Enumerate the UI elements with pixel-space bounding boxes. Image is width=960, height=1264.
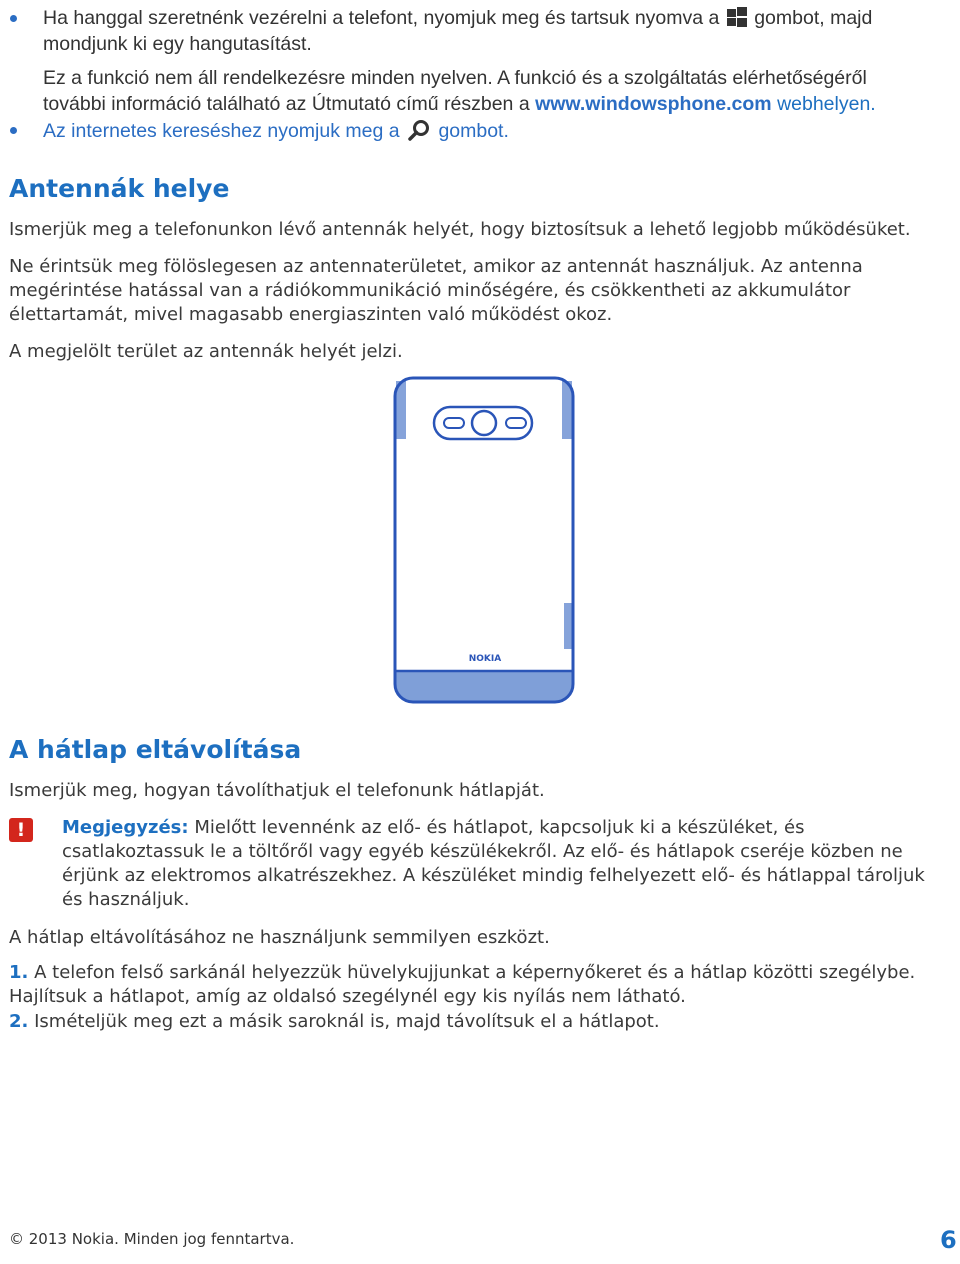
antenna-area-bottom (396, 672, 572, 701)
step-1-number: 1. (9, 962, 29, 983)
search-icon (408, 119, 430, 141)
bullet-search-text-end: gombot. (438, 120, 509, 142)
section-title-back-cover: A hátlap eltávolítása (9, 735, 302, 764)
bullet-voice-text: Ha hanggal szeretnénk vezérelni a telefont, nyomjuk meg és tartsuk nyomva a (43, 7, 720, 29)
note-line1 (62, 816, 804, 840)
bullet-search-text: Az internetes kereséshez nyomjuk meg a (43, 120, 400, 142)
bullet-dot (10, 127, 17, 134)
step-2-number: 2. (9, 1011, 29, 1032)
note-text: Mielőtt levennénk az elő- és hátlapot, kapcsoljuk ki a készüléket, és (194, 817, 805, 838)
step-1-line1 (9, 961, 915, 985)
back-cover-intro: Ismerjük meg, hogyan távolíthatjuk el telefonunk hátlapját. (9, 780, 545, 801)
bullet-dot (10, 15, 17, 22)
windows-icon (727, 7, 747, 27)
step-1-text: A telefon felső sarkánál helyezzük hüvelykujjunkat a képernyőkeret és a hátlap közötti szegélybe. (34, 962, 916, 983)
note-line2: csatlakoztassuk le a töltőről vagy egyéb készülékekről. Az elő- és hátlapok cseréje közben ne (62, 841, 903, 862)
bullet-voice (43, 6, 872, 30)
bullet-search (43, 119, 509, 143)
antenna-warning-line3: élettartamát, mivel magasabb energiaszinten való működést okoz. (9, 304, 613, 325)
phone-back-illustration (392, 375, 576, 705)
warning-icon: ! (9, 818, 33, 842)
windowsphone-link[interactable]: www.windowsphone.com (535, 93, 772, 115)
antenna-intro: Ismerjük meg a telefonunkon lévő antennák helyét, hogy biztosítsuk a lehető legjobb működésüket. (9, 219, 911, 240)
note-line4: és használjuk. (62, 889, 190, 910)
antenna-warning-line2: megérintése hatással van a rádiókommunikáció minőségére, és csökkentheti az akkumulátor (9, 280, 851, 301)
antenna-warning-line1: Ne érintsük meg fölöslegesen az antennaterületet, amikor az antennát használjuk. Az antenna (9, 256, 863, 277)
availability-note-text: további információ található az Útmutató című részben a (43, 93, 530, 115)
page-number: 6 (940, 1226, 957, 1254)
step-1-line2: Hajlítsuk a hátlapot, amíg az oldalsó szegélynél egy kis nyílás nem látható. (9, 986, 686, 1007)
note-line3: érjünk az elektromos alkatrészekhez. A készüléket mindig felhelyezett elő- és hátlappal tároljuk (62, 865, 925, 886)
bullet-voice-line2: mondjunk ki egy hangutasítást. (43, 33, 312, 55)
availability-note-end: webhelyen. (777, 93, 876, 115)
footer-copyright: © 2013 Nokia. Minden jog fenntartva. (9, 1230, 295, 1248)
step-2-text: Ismételjük meg ezt a másik saroknál is, majd távolítsuk el a hátlapot. (34, 1011, 660, 1032)
step-2 (9, 1010, 660, 1034)
antenna-marked-area-text: A megjelölt terület az antennák helyét jelzi. (9, 341, 403, 362)
availability-note-line1: Ez a funkció nem áll rendelkezésre minden nyelven. A funkció és a szolgáltatás elérhetőségéről (43, 67, 867, 89)
antenna-area-side (564, 603, 572, 649)
note-label: Megjegyzés: (62, 817, 189, 838)
bullet-voice-text-end: gombot, majd (754, 7, 873, 29)
no-tools-text: A hátlap eltávolításához ne használjunk semmilyen eszközt. (9, 927, 550, 948)
nokia-logo: NOKIA (468, 654, 502, 664)
section-title-antenna: Antennák helye (9, 174, 230, 203)
availability-note-line2 (43, 92, 876, 116)
